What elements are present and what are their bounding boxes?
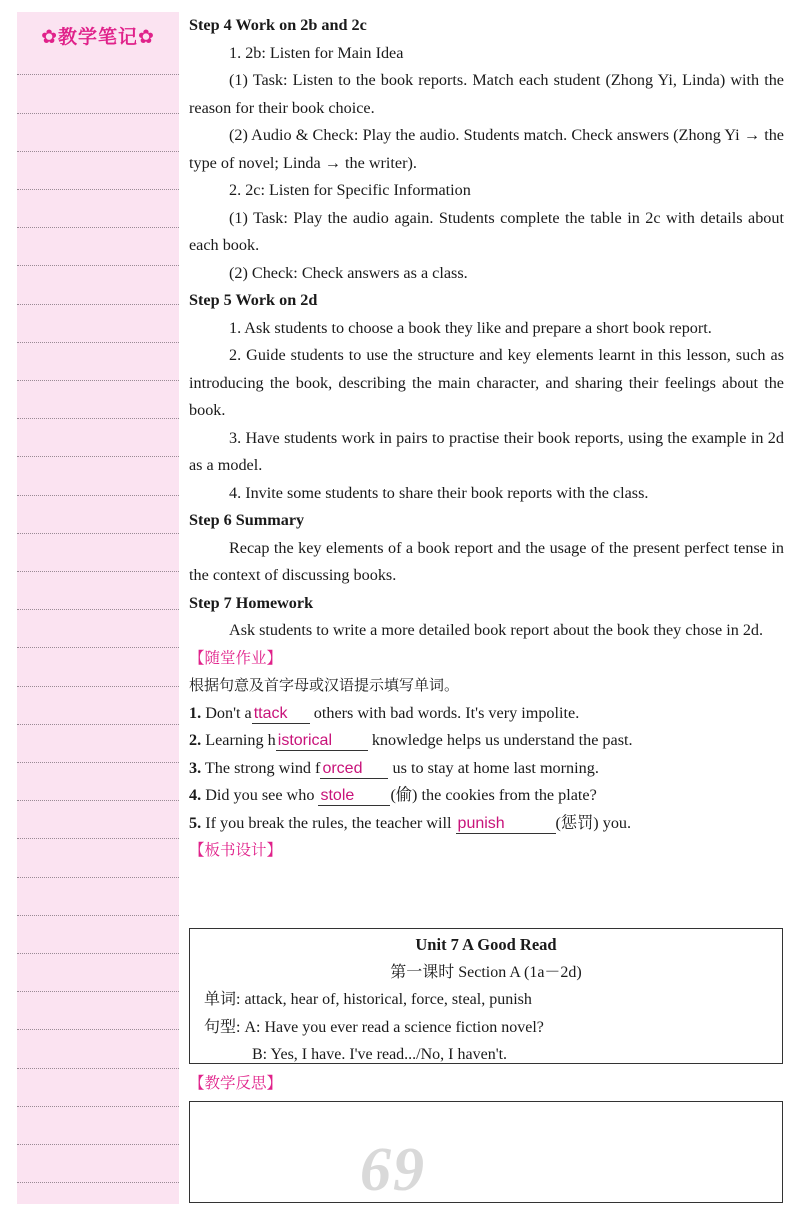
homework-item-5: 5. If you break the rules, the teacher will punish (惩罚) you. xyxy=(189,813,632,832)
note-line xyxy=(17,456,179,457)
note-line xyxy=(17,724,179,725)
note-line xyxy=(17,1029,179,1030)
board-subtitle: 第一课时 Section A (1a－2d) xyxy=(390,963,582,981)
answer-blank: punish xyxy=(456,815,556,834)
note-line xyxy=(17,189,179,190)
note-line xyxy=(17,1106,179,1107)
note-line xyxy=(17,686,179,687)
note-line xyxy=(17,1182,179,1183)
step-4-item-1-task: (1) Task: Listen to the book reports. Match each student (Zhong Yi, Linda) with the reason for their book choice. xyxy=(189,71,784,117)
note-line xyxy=(17,533,179,534)
note-line xyxy=(17,113,179,114)
note-line xyxy=(17,800,179,801)
homework-item-2: 2. Learning h istorical knowledge helps us understand the past. xyxy=(189,731,633,749)
sidebar-title: ✿教学笔记✿ xyxy=(41,26,155,48)
step-5-item-3: 3. Have students work in pairs to practise their book reports, using the example in 2d as a model. xyxy=(189,428,784,474)
step-4-item-1: 1. 2b: Listen for Main Idea xyxy=(229,43,404,62)
step-4-title: Step 4 Work on 2b and 2c xyxy=(189,16,367,34)
homework-heading: 【随堂作业】 xyxy=(189,648,283,667)
homework-item-3: 3. The strong wind f orced us to stay at home last morning. xyxy=(189,758,599,777)
board-design-box xyxy=(189,928,783,1064)
step-5-item-4: 4. Invite some students to share their book reports with the class. xyxy=(229,483,649,502)
step-6-title: Step 6 Summary xyxy=(189,511,305,529)
reflection-box xyxy=(189,1101,783,1203)
note-line xyxy=(17,304,179,305)
note-line xyxy=(17,1068,179,1069)
note-line xyxy=(17,227,179,228)
note-line xyxy=(17,877,179,878)
note-line xyxy=(17,762,179,763)
page-number: 69 xyxy=(360,1136,426,1204)
note-line xyxy=(17,1144,179,1145)
answer-blank: stole xyxy=(318,787,390,806)
note-line xyxy=(17,380,179,381)
note-line xyxy=(17,418,179,419)
answer-blank: ttack xyxy=(252,705,310,724)
step-5-item-1: 1. Ask students to choose a book they like and prepare a short book report. xyxy=(229,318,712,337)
step-4-item-1-audio: (2) Audio & Check: Play the audio. Students match. Check answers (Zhong Yi → the type of novel; Linda → the writer). xyxy=(189,126,784,172)
homework-item-4: 4. Did you see who stole (偷) the cookies from the plate? xyxy=(189,786,597,804)
board-title: Unit 7 A Good Read xyxy=(415,935,557,954)
answer-blank: istorical xyxy=(276,732,368,751)
reflection-heading: 【教学反思】 xyxy=(189,1074,283,1092)
step-7-title: Step 7 Homework xyxy=(189,593,314,612)
note-line xyxy=(17,991,179,992)
step-5-item-2: 2. Guide students to use the structure and key elements learnt in this lesson, such as introducing the book, describing the main character, and sharing their feelings about the book. xyxy=(189,346,784,419)
answer-blank: orced xyxy=(320,760,388,779)
note-line xyxy=(17,838,179,839)
board-design-heading: 【板书设计】 xyxy=(189,841,283,859)
board-pattern-a: 句型: A: Have you ever read a science fiction novel? xyxy=(204,1018,544,1036)
note-line xyxy=(17,342,179,343)
step-7-text: Ask students to write a more detailed book report about the book they chose in 2d. xyxy=(229,621,764,639)
step-4-item-2-check: (2) Check: Check answers as a class. xyxy=(229,263,468,282)
note-line xyxy=(17,647,179,648)
note-line xyxy=(17,571,179,572)
note-line xyxy=(17,265,179,266)
homework-item-1: 1. Don't a ttack others with bad words. It's very impolite. xyxy=(189,703,580,722)
note-line xyxy=(17,74,179,75)
note-line xyxy=(17,609,179,610)
lesson-content xyxy=(189,12,784,865)
step-5-title: Step 5 Work on 2d xyxy=(189,291,318,309)
step-4-item-2-task: (1) Task: Play the audio again. Students complete the table in 2c with details about each book. xyxy=(189,208,784,254)
teaching-notes-sidebar xyxy=(17,12,179,1204)
note-line xyxy=(17,151,179,152)
step-4-item-2: 2. 2c: Listen for Specific Information xyxy=(229,181,471,199)
step-6-text: Recap the key elements of a book report and the usage of the present perfect tense in the context of discussing books. xyxy=(189,538,784,584)
note-line xyxy=(17,953,179,954)
board-words: 单词: attack, hear of, historical, force, steal, punish xyxy=(204,991,532,1008)
note-line xyxy=(17,915,179,916)
homework-instruction: 根据句意及首字母或汉语提示填写单词。 xyxy=(189,676,460,694)
board-pattern-b: B: Yes, I have. I've read.../No, I haven't. xyxy=(252,1046,508,1063)
note-line xyxy=(17,495,179,496)
